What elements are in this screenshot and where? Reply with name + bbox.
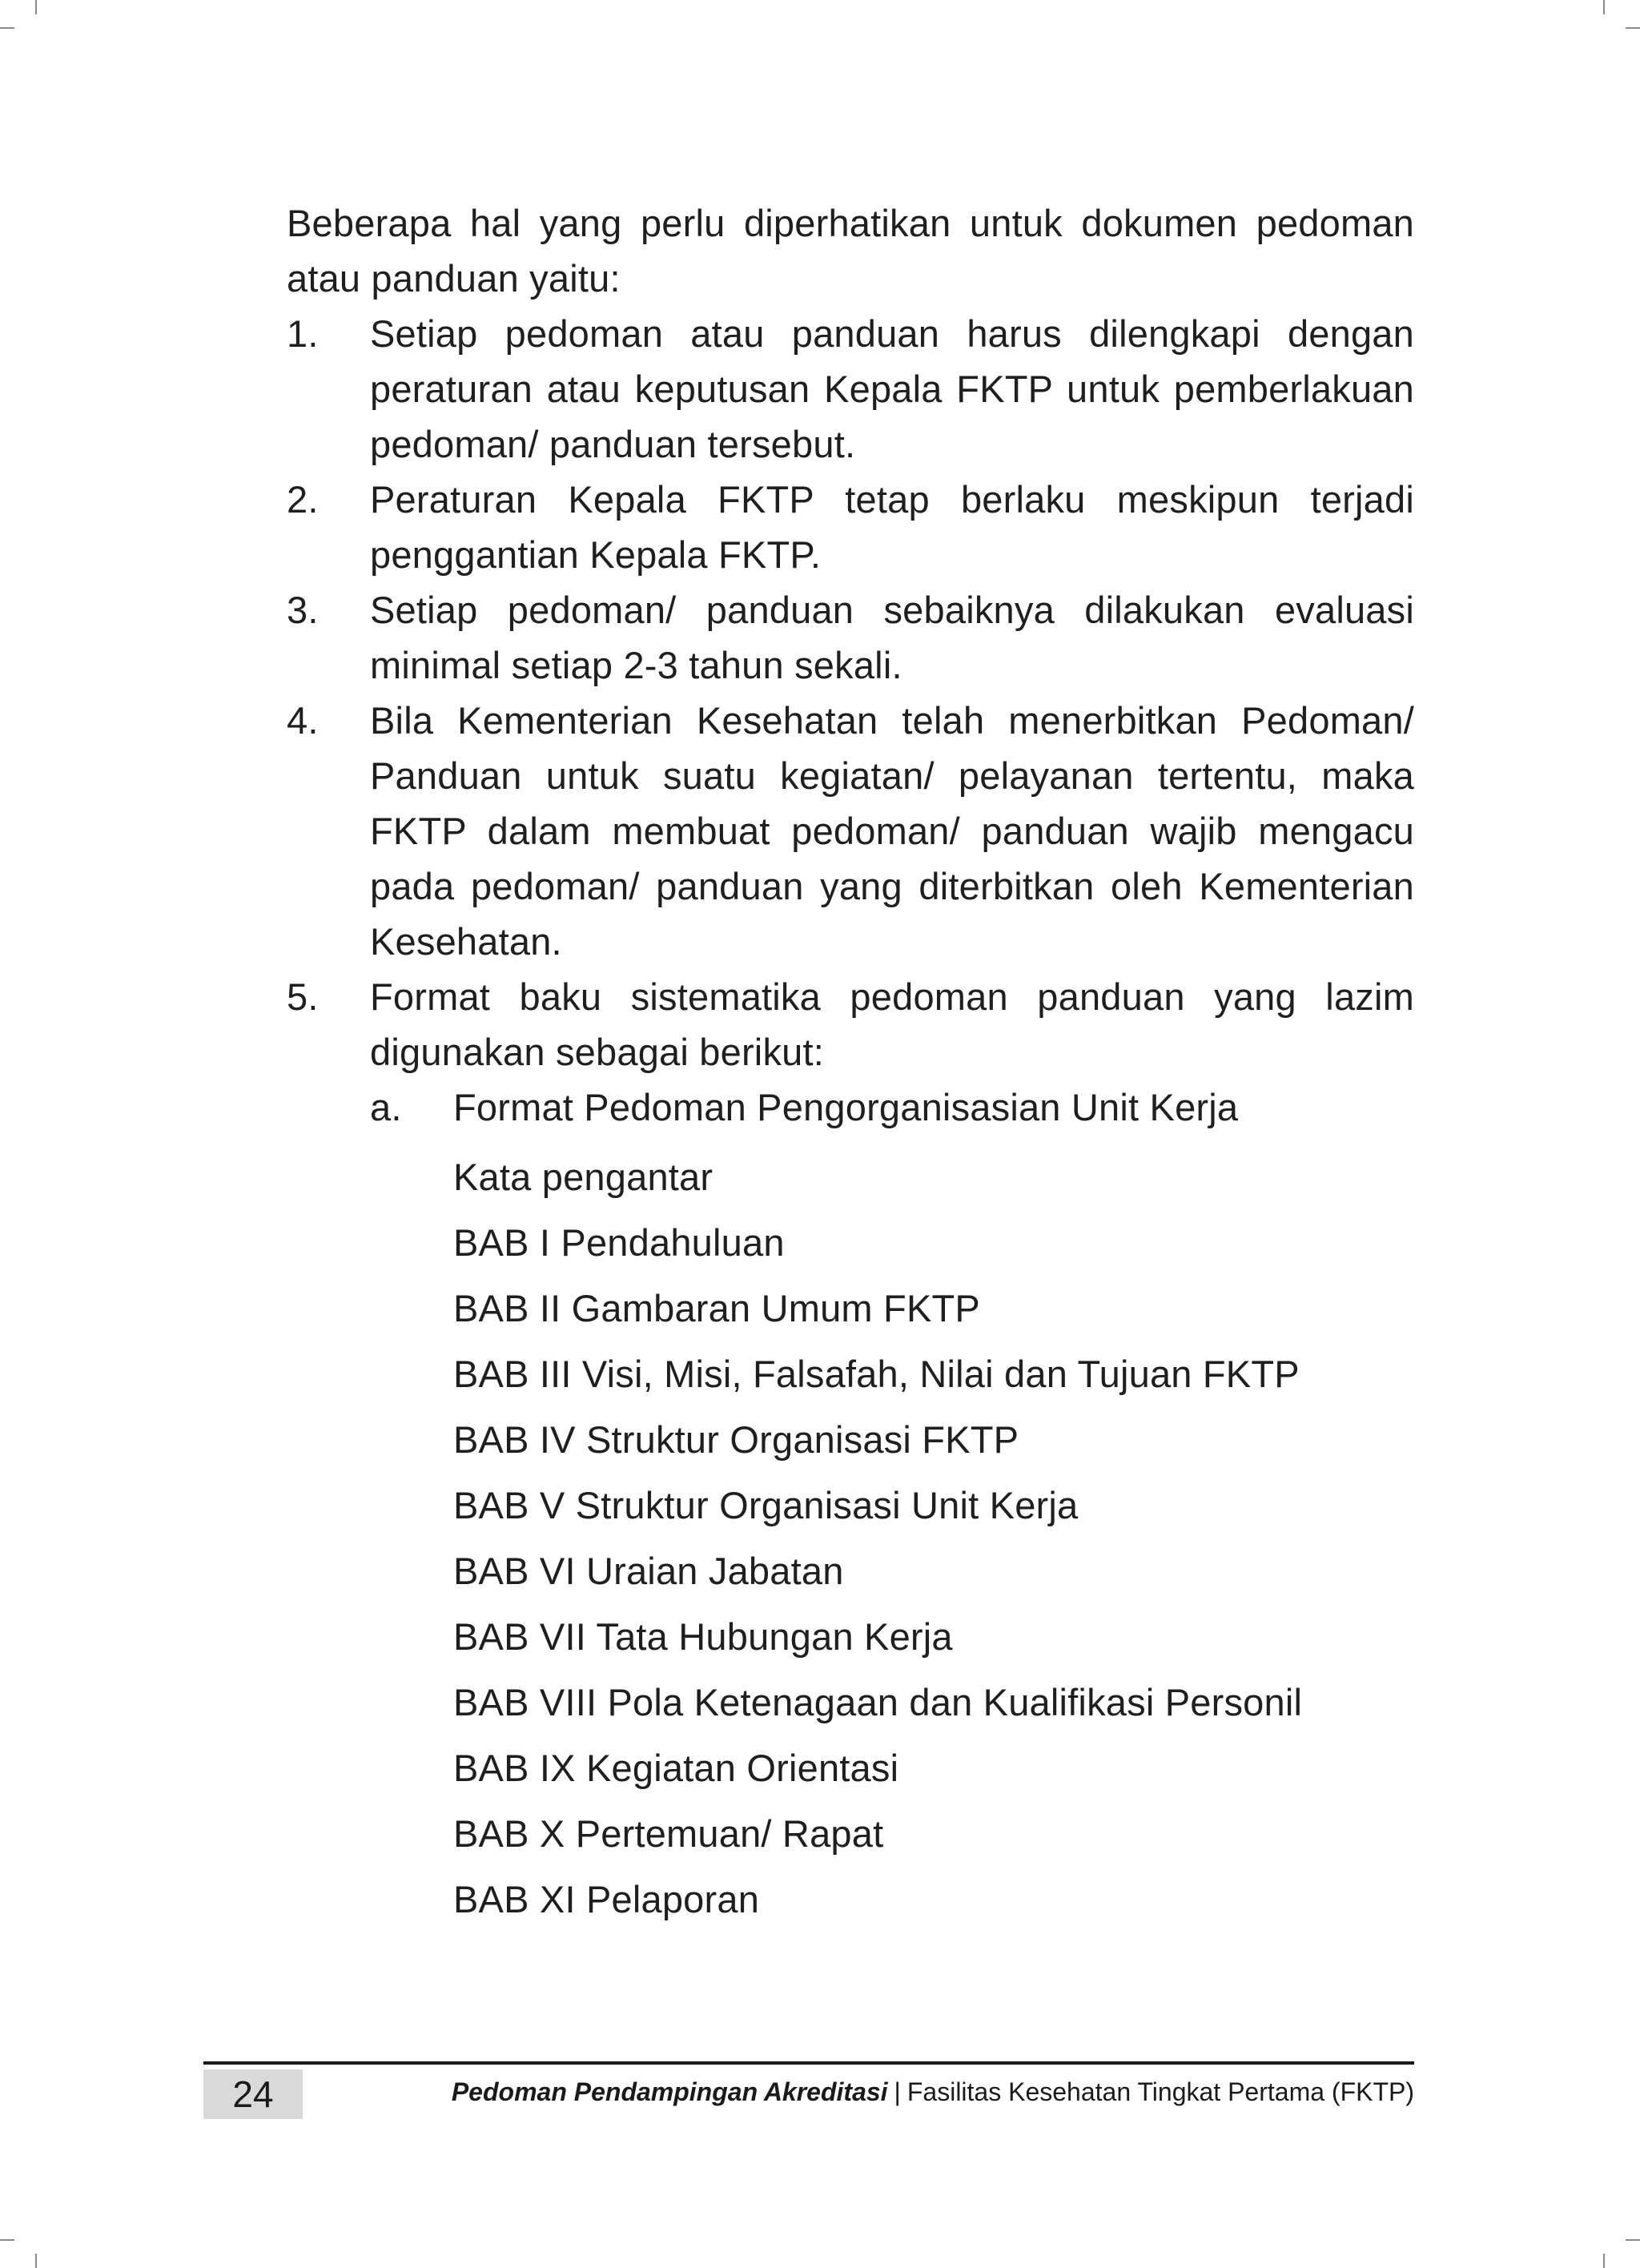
- sub-list-letter: a.: [370, 1086, 402, 1128]
- toc-entry: BAB XI Pelaporan: [453, 1878, 760, 1920]
- toc-entry: BAB VIII Pola Ketenagaan dan Kualifikasi Personil: [453, 1681, 1303, 1723]
- crop-mark: [1626, 27, 1640, 29]
- list-item-text: Format baku sistematika pedoman panduan yang lazim digunakan sebagai berikut:: [370, 975, 1414, 1073]
- list-number: 5.: [287, 975, 319, 1018]
- table-of-contents: [453, 1144, 1414, 1932]
- toc-entry: BAB X Pertemuan/ Rapat: [453, 1812, 884, 1855]
- crop-mark: [35, 0, 37, 14]
- running-footer: [452, 2076, 1414, 2108]
- sub-list-item: [370, 1080, 1414, 1135]
- crop-mark: [1626, 2239, 1640, 2241]
- list-item: [287, 969, 1414, 1080]
- toc-entry: BAB VI Uraian Jabatan: [453, 1550, 844, 1592]
- list-item: [287, 693, 1414, 969]
- toc-entry: Kata pengantar: [453, 1156, 713, 1198]
- list-number: 4.: [287, 699, 319, 742]
- crop-mark: [1603, 2254, 1605, 2268]
- list-item: [287, 306, 1414, 472]
- crop-mark: [35, 2254, 37, 2268]
- crop-mark: [0, 27, 14, 29]
- footer-divider: [203, 2061, 1414, 2065]
- list-item: [287, 472, 1414, 582]
- footer-subtitle: Fasilitas Kesehatan Tingkat Pertama (FKTP): [906, 2077, 1414, 2106]
- crop-mark: [0, 2239, 14, 2241]
- list-item-text: Bila Kementerian Kesehatan telah menerbitkan Pedoman/ Panduan untuk suatu kegiatan/ pelayanan tertentu, maka FKTP dalam membuat pedoman/ panduan wajib mengacu pada pedoman/ panduan yang diterbitkan oleh Kementerian Kesehatan.: [370, 699, 1414, 963]
- list-item: [287, 582, 1414, 693]
- sub-list-item-text: Format Pedoman Pengorganisasian Unit Kerja: [453, 1086, 1239, 1128]
- toc-entry: BAB I Pendahuluan: [453, 1221, 785, 1264]
- list-number: 2.: [287, 478, 319, 521]
- page-body: [287, 195, 1414, 1932]
- toc-entry: BAB VII Tata Hubungan Kerja: [453, 1615, 953, 1658]
- toc-entry: BAB V Struktur Organisasi Unit Kerja: [453, 1484, 1079, 1526]
- page-number: 24: [203, 2069, 303, 2119]
- footer-separator: |: [894, 2077, 901, 2106]
- list-item-text: Peraturan Kepala FKTP tetap berlaku meskipun terjadi penggantian Kepala FKTP.: [370, 478, 1414, 576]
- toc-entry: BAB III Visi, Misi, Falsafah, Nilai dan Tujuan FKTP: [453, 1353, 1300, 1395]
- toc-entry: BAB II Gambaran Umum FKTP: [453, 1287, 980, 1329]
- footer-book-title: Pedoman Pendampingan Akreditasi: [451, 2077, 888, 2106]
- list-number: 3.: [287, 589, 319, 631]
- list-item-text: Setiap pedoman atau panduan harus dilengkapi dengan peraturan atau keputusan Kepala FKTP untuk pemberlakuan pedoman/ panduan tersebut.: [370, 312, 1414, 465]
- intro-paragraph: Beberapa hal yang perlu diperhatikan untuk dokumen pedoman atau panduan yaitu:: [287, 202, 1414, 300]
- toc-entry: BAB IX Kegiatan Orientasi: [453, 1747, 899, 1789]
- toc-entry: BAB IV Struktur Organisasi FKTP: [453, 1418, 1019, 1461]
- crop-mark: [1603, 0, 1605, 14]
- list-item-text: Setiap pedoman/ panduan sebaiknya dilakukan evaluasi minimal setiap 2-3 tahun sekali.: [370, 589, 1414, 686]
- list-number: 1.: [287, 312, 319, 355]
